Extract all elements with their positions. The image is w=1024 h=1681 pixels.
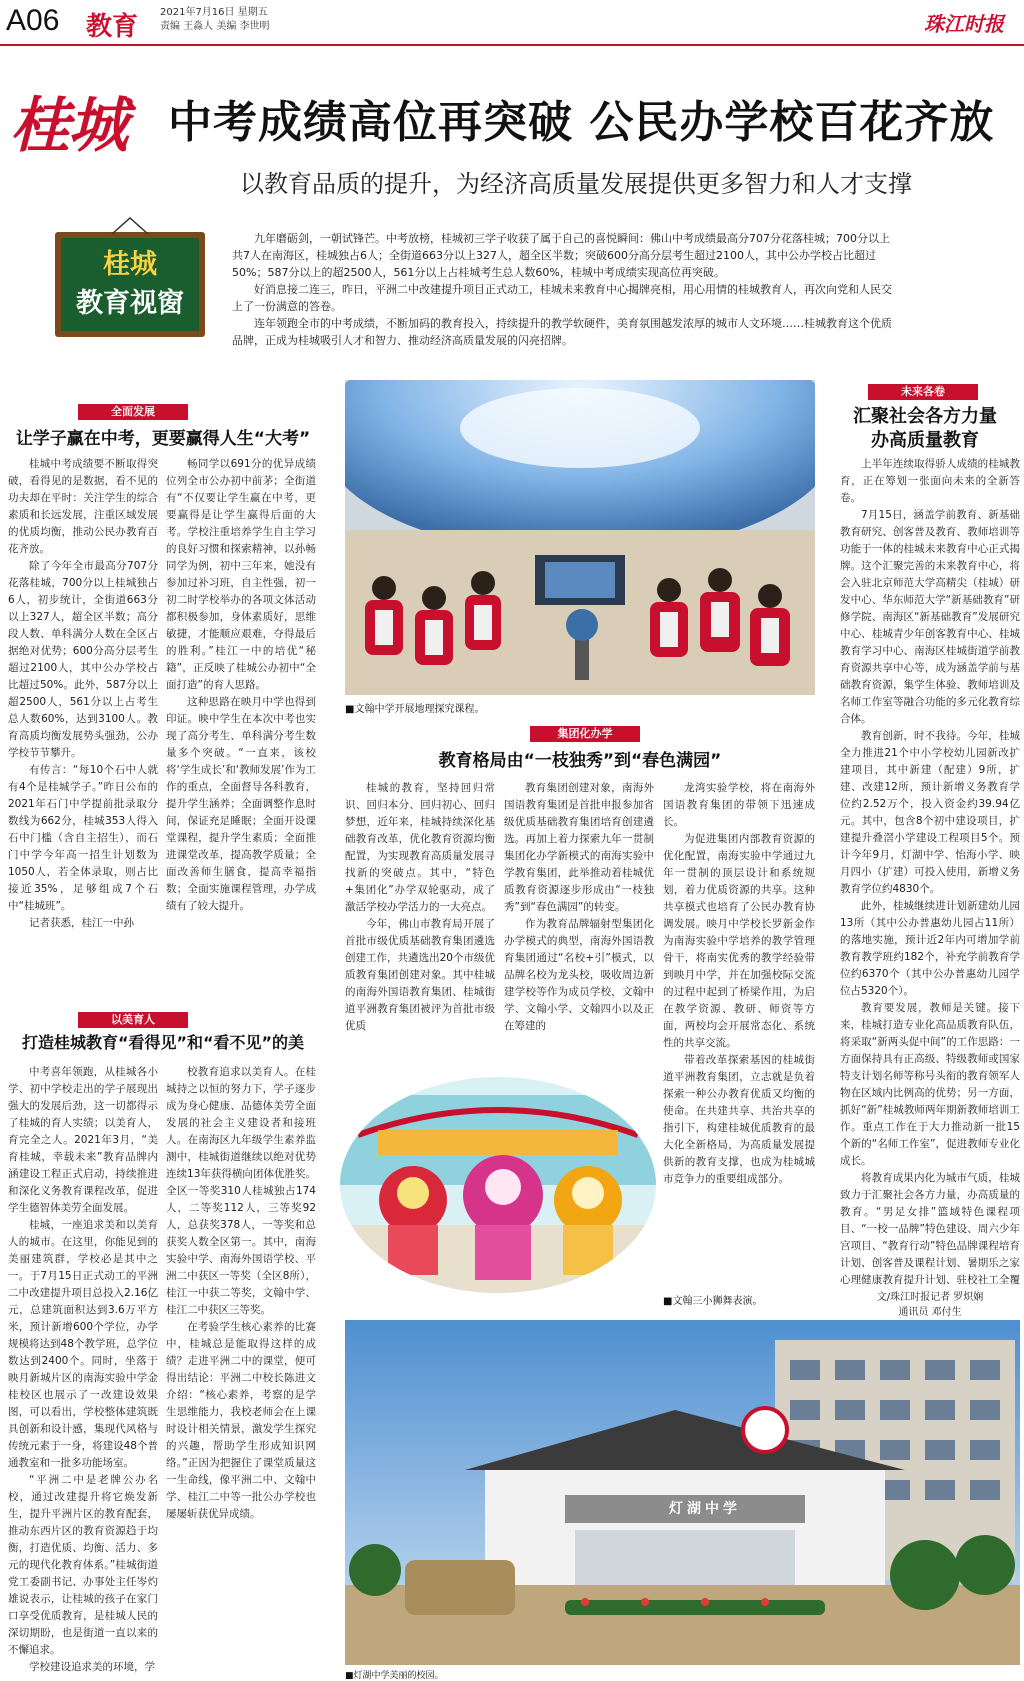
- date-block: [160, 6, 270, 34]
- paragraph: 桂城，一座追求美和以美育人的城市。在这里，你能见到的美丽建筑群，学校必是其中之一。于7月15日正式动工的平洲二中改建提升项目总投入2.16亿元，总建筑面积达到3.6万平方米，预计新增600个学位，办学规模将达到48个教学班，总学位数达到2400个。同时，坐落于映月新城片区的南海实验中学金桂校区也展示了一改建设效果图，可以看出，学校整体建筑既具创新和设计感，集现代风格与传统元素于一身，将建设48个普通教室和一批多功能场室。: [8, 1219, 158, 1469]
- sec3-column-c: [663, 780, 815, 1250]
- sec1-column-a: [8, 456, 158, 1014]
- paragraph: 为促进集团内部教育资源的优化配置，南海实验中学通过九年一贯制的顶层设计和系统规划，着力优质资源的共享。这种共享模式也培育了公民办教育协调发展。映月中学校长罗新金作为南海实验中学培养的教学管理骨干，将南实优秀的教学经验带到映月中学，并在加强校际交流的过程中起到了桥梁作用，为启在教学资源、教研、师资等方面，两校均会开展常态化、系统性的共享交流。: [663, 833, 815, 1049]
- paragraph: 今年，佛山市教育局开展了首批市级优质基础教育集团遴选创建工作，共遴选出20个市级优质教育集团创建对象。其中桂城的南海外国语教育集团、桂城街道平洲教育集团被评为首批市级优质: [345, 918, 495, 1032]
- paragraph: 记者获悉，桂江一中孙: [29, 917, 134, 929]
- paragraph: 教育集团创建对象，南海外国语教育集团是首批申报参加省级优质基础教育集团培育创建遴选。再加上着力探索九年一贯制集团化办学新模式的南海实验中学教育集团，此举推动着桂城优质教育资源逐步形成由“一枝独秀”到“春色满园”的转变。: [504, 782, 654, 913]
- section-tag: 以美育人: [78, 1012, 188, 1028]
- photo-school-campus: [345, 1320, 1020, 1665]
- photo-classroom: [345, 380, 815, 695]
- sec2-column-a: [8, 1064, 158, 1674]
- intro-para: 好消息接二连三，昨日，平洲二中改建提升项目正式动工，桂城未来教育中心揭牌亮相，用心用情的桂城教育人，再次向党和人民交上了一份满意的答卷。: [232, 283, 892, 313]
- logo-line2: 教育视窗: [76, 288, 184, 319]
- section-tag: 未来各卷: [868, 384, 978, 400]
- section-title: 打造桂城教育“看得见”和“看不见”的美: [21, 1033, 305, 1052]
- paragraph: 7月15日，涵盖学前教育、新基础教育研究、创客普及教育、教师培训等功能于一体的桂城未来教育中心正式揭牌。这个汇聚完善的未来教育中心，将会入驻北京师范大学高精尖（桂城）研发中心、华东师范大学“新基础教育”研修学院、南海区“新基础教育”发展研究中心、桂城青少年创客教育中心、桂城教育学习中心、南海区桂城街道学前教育资源共享中心等，成为涵盖学前与基础教育资源，集学生体验、教师培训及名师工作室等融合功能的多元化教育综合体。: [840, 509, 1020, 725]
- sec3-column-b: [504, 780, 654, 1110]
- sec2-column-b: [166, 1064, 316, 1674]
- section-title: 教育格局由“一枝独秀”到“春色满园”: [438, 751, 722, 771]
- header-rule: [0, 44, 1024, 46]
- paragraph: 教育要发展，教师是关键。接下来，桂城打造专业化高品质教育队伍，将采取“新两头促中间”的工作思路：一方面保持具有正高级、特级教师或国家特支计划名师等称号头衔的教育领军人物在区域内比例高的优势；另一方面，抓好“新”桂城教师两年期新教师培训工作。重点工作在于大力推动新一批15个新的“名师工作室”，促进教师专业化成长。: [840, 1002, 1020, 1167]
- photo-lion-dance: [338, 1075, 658, 1295]
- paragraph: 桂城的教育，坚持回归常识、回归本分、回归初心、回归梦想，近年来，桂城持续深化基础教育改革，优化教育资源均衡配置，为实现教育高质量发展寻找新的突破点。其中，“特色+集团化”办学双轮驱动，成了激活学校办学活力的一大亮点。: [345, 782, 495, 913]
- section-title-line1: 汇聚社会各方力量: [853, 406, 997, 427]
- section-tag: 全面发展: [78, 404, 188, 420]
- paragraph: 桂城中考成绩要不断取得突破，看得见的是数据，看不见的功夫却在平时：关注学生的综合素质和长远发展，注重区域发展的优质均衡，推动公民办教育百花齐放。: [8, 458, 158, 555]
- page-number: A06: [6, 4, 60, 37]
- column-logo-board: [55, 232, 205, 337]
- date-line: 2021年7月16日 星期五: [160, 7, 268, 18]
- paragraph: “平洲二中是老牌公办名校，通过改建提升将它焕发新生，提升平洲片区的教育配套，推动东西片区的教育资源趋于均衡，打造优质、均衡、活力、多元的现代化教育体系。”桂城街道党工委副书记、办事处主任岑灼雄说表示，让桂城的孩子在家门口享受优质教育，是桂城人民的深切期盼，也是街道一直以来的不懈追求。: [8, 1474, 158, 1656]
- paragraph: 中考喜年领跑，从桂城各小学、初中学校走出的学子展现出强大的发展后劲，这一切都得示了桂城的育人实绩；以美育人，育完全之人。2021年3月，“美育桂城，幸载未来”教育品牌内涵建设工程正式启动，持续推进和深化义务教育课程改革，促进学生德智体美劳全面发展。: [8, 1066, 158, 1214]
- paragraph: 龙湾实验学校，将在南海外国语教育集团的带领下迅速成长。: [663, 782, 815, 828]
- byline: 通讯员 邓付生: [898, 1307, 962, 1318]
- byline: 文/珠江时报记者 罗炽娴: [876, 1292, 984, 1303]
- paragraph: 校教育追求以美育人。在桂城持之以恒的努力下，学子逐步成为身心健康、品德体美劳全面发展的社会主义建设者和接班人。在南海区九年级学生素养监测中，桂城街道继续以绝对优势连续13年获得横向团体优胜奖。全区一等奖310人桂城独占174人，二等奖112人，三等奖92人，总获奖378人，一等奖和总获奖人数全区第一。其中，南海实验中学、南海外国语学校、平洲二中获区一等奖（全区8所），桂江一中获二等奖，文翰中学、桂江二中获区三等奖。: [166, 1066, 316, 1316]
- paragraph: 在考验学生核心素养的比赛中，桂城总是能取得这样的成绩？走进平洲二中的课堂，便可得出结论：平洲二中校长陈进文介绍：“核心素养，考察的是学生思维能力，我校老师会在上课时设计相关情景，激发学生探究的兴趣，帮助学生形成知识网络。”正因为把握住了课堂质量这一生命线，像平洲二中、文翰中学、桂江二中等一批公办学校也屡屡斩获优异成绩。: [166, 1321, 316, 1520]
- intro-para: 九年磨砺剑，一朝试锋芒。中考放榜，桂城初三学子收获了属于自己的喜悦瞬间：佛山中考成绩最高分707分花落桂城；700分以上共7人在南海区，桂城独占6人；全街道663分以上327人，超全区半数；突破600分高分层考生超过2100人，其中公办学校占比超过50%；587分以上的超2500人，561分以上占桂城考生总人数60%，桂城中考成绩实现高位再突破。: [232, 232, 890, 279]
- paragraph: 此外，桂城继续进计划新建幼儿园13所（其中公办普惠幼儿园占11所）的落地实施，预计近2年内可增加学前教育教学班约182个，补充学前教育学位约6370个（其中公办普惠幼儿园学位占5320个）。: [840, 900, 1020, 997]
- photo-caption: ■文翰三小狮舞表演。: [663, 1296, 763, 1307]
- photo-caption: ■灯湖中学美丽的校园。: [345, 1671, 444, 1681]
- paragraph: 学校建设追求美的环境，学: [29, 1661, 155, 1673]
- paragraph: 带着改革探索基因的桂城街道平洲教育集团，立志就是负着探索一种公办教育优质又均衡的使命。在共建共享、共治共享的指引下，构建桂城优质教育的最大化全新格局，为高质量发展提供新的教育支撑，也成为桂城城市竞争力的重要组成部分。: [663, 1054, 815, 1185]
- headline: 中考成绩高位再突破 公民办学校百花齐放: [168, 97, 995, 148]
- paragraph: 这种思路在映月中学也得到印证。映中学生在本次中考也实现了高分考生、单科满分考生数量多个突破。“一直来，该校将‘学生成长’和‘教师发展’作为工作的重点，全面督导各科教育，提升学生涵养；全面调整作息时间，保证充足睡眠；全面开设课堂课程，提升学生素质；全面推进课堂改革，提高教学质量；全面改善师生膳食，提高幸福指数；全面实施课程管理，办学成绩有了较大提升。: [166, 696, 316, 912]
- sec3-column-a: [345, 780, 495, 1110]
- subheadline: 以教育品质的提升，为经济高质量发展提供更多智力和人才支撑: [240, 170, 912, 198]
- board-hanger-icon: [110, 216, 150, 234]
- paragraph: 有传言：“每10个石中人就有4个是桂城学子。”昨日公布的2021年石门中学提前批录取分数线为662分，桂城353人得入石中门槛（含自主招生），而石门中学今年高一招生计划数为1050人，若全体录取，则占比接近35%，足够组成7个石中“桂城班”。: [8, 764, 158, 912]
- paragraph: 作为教育品牌辐射型集团化办学模式的典型，南海外国语教育集团通过“名校+引”模式，以品牌名校为龙头校，吸收周边新建学校等作为成员学校，文翰中学、文翰小学、文翰四小以及正在筹建的: [504, 918, 654, 1032]
- photo-caption: ■文翰中学开展地理探究课程。: [345, 704, 485, 715]
- paragraph: 除了今年全市最高分707分花落桂城，700分以上桂城独占6人，初步统计，全街道663分以上327人，超全区半数；高分段人数、单科满分人数在全区占据绝对优势；600分高分层考生超过2100人，其中公办学校占比超过50%。此外，587分以上超2500人，561分以上占考生总人数60%，达到3100人。教育高质均衡发展势头强劲，公办学校节节攀升。: [8, 560, 158, 759]
- school-sign: 灯湖中学: [669, 1501, 741, 1517]
- section-tag: 集团化办学: [530, 726, 640, 742]
- paper-logo: 珠江时报: [924, 12, 1004, 36]
- brand-title: 桂城: [10, 91, 126, 161]
- paragraph: 畅同学以691分的优异成绩位列全市公办初中前茅；全街道有“不仅要让学生赢在中考，更要赢得是让学生赢得后面的大考。学校注重培养学生自主学习的良好习惯和探索精神，以孙畅同学为例，初中三年来，她没有参加过补习班，自主性强，初一初二时学校举办的各项文体活动都积极参加，身体素质好，思维敏捷，才能顺应艰难，夺得最后的胜利。”桂江一中的培优“秘籍”，正反映了桂城公办初中“全面打造”的育人思路。: [166, 458, 316, 691]
- sec4-column: [840, 456, 1020, 1286]
- editors-line: 责编 王淼人 美编 李世明: [160, 21, 270, 32]
- section-title: 让学子赢在中考，更要赢得人生“大考”: [15, 429, 311, 449]
- sec1-column-b: [166, 456, 316, 1014]
- logo-line1: 桂城: [103, 249, 157, 280]
- section-title-line2: 办高质量教育: [871, 430, 979, 451]
- paragraph: 将教育成果内化为城市气质，桂城致力于汇聚社会各方力量，办高质量的教育。“男足女排”篮域特色课程项目、“一校一品牌”特色建设、周六少年宫项目、“教育行动”特色品牌课程培育计划、创客普及课程计划、暑期乐之家心理健康教育提升计划、驻校社工全覆: [840, 1172, 1020, 1286]
- intro-lead: [232, 230, 892, 349]
- intro-para: 连年领跑全市的中考成绩，不断加码的教育投入，持续提升的教学软硬件，美育氛围越发浓厚的城市人文环境……桂城教育这个优质品牌，正成为桂城吸引人才和智力、推动经济高质量发展的闪亮招牌。: [232, 317, 892, 347]
- section-name: 教育: [86, 12, 139, 42]
- paragraph: 上半年连续取得骄人成绩的桂城教育，正在筹划一张面向未来的全新答卷。: [840, 458, 1020, 504]
- paragraph: 教育创新，时不我待。今年，桂城全力推进21个中小学校幼儿园新改扩建项目，其中新建（配建）9所，扩建、改建12所，预计新增义务教育学位约2.52万个，投入资金约39.94亿元。其中，包含8个初中建设项目，扩建提升叠滘小学建设工程项目5个。预计今年9月，灯湖中学、怡海小学、映月四小（扩建）可投入使用，新增义务教育学位约4830个。: [840, 730, 1020, 895]
